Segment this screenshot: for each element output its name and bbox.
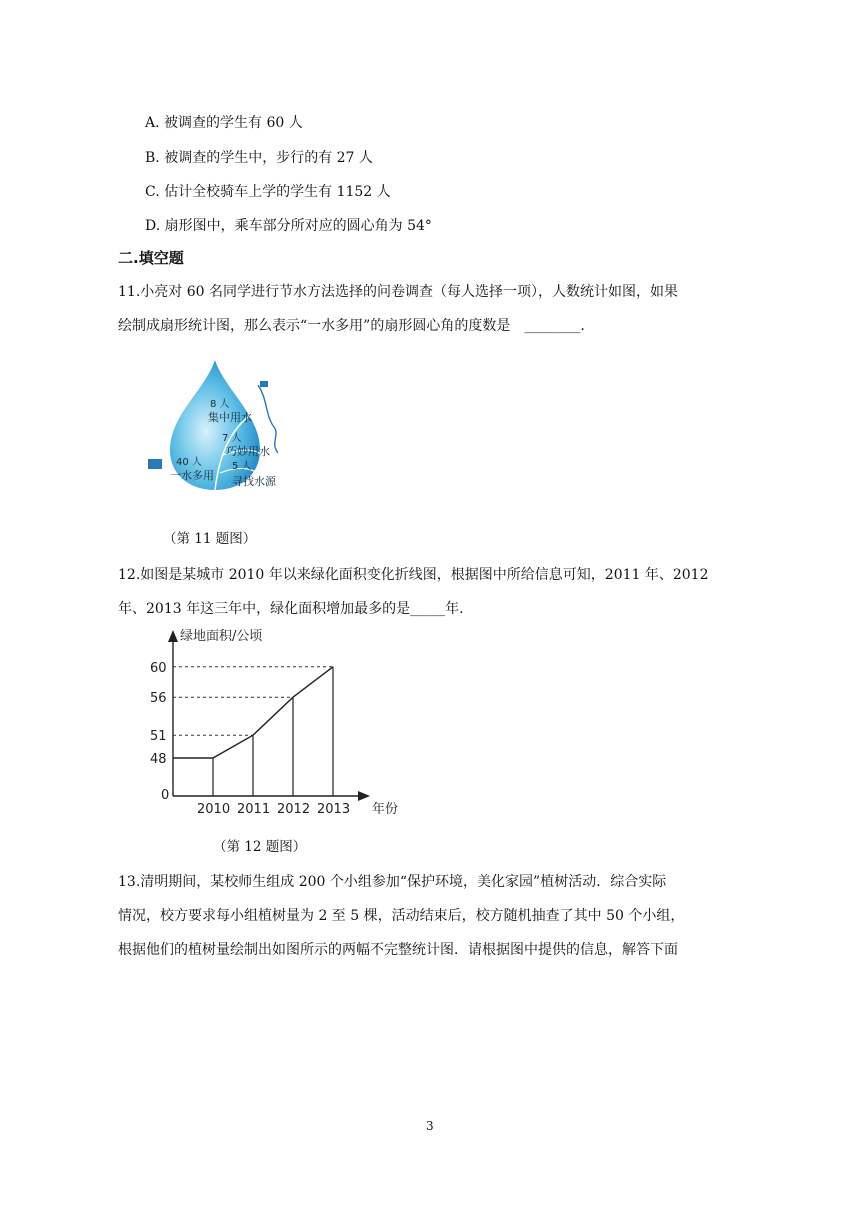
figure-12-caption: （第 12 题图） (213, 839, 307, 855)
option-a: A. 被调查的学生有 60 人 (145, 115, 303, 131)
x-tick-label-2010: 2010 (197, 802, 231, 817)
question-13-line-2: 情况，校方要求每小组植树量为 2 至 5 棵，活动结束后，校方随机抽查了其中 50 个小组， (118, 908, 685, 924)
green-area-line-chart (140, 624, 420, 824)
page-number: 3 (426, 1119, 434, 1133)
label-b-name: 巧妙用水 (226, 445, 270, 458)
question-11-line-1: 11.小亮对 60 名同学进行节水方法选择的问卷调查（每人选择一项），人数统计如图，如果 (118, 284, 678, 300)
question-13 (118, 865, 738, 967)
section-title: 二.填空题 (118, 249, 184, 267)
question-12-line-1: 12.如图是某城市 2010 年以来绿化面积变化折线图，根据图中所给信息可知，2011 年、2012 (118, 567, 709, 583)
label-d-name: 一水多用 (170, 469, 214, 482)
x-axis-label: 年份 (372, 802, 399, 817)
water-drop-figure (140, 355, 300, 495)
label-b-count: 7 人 (222, 433, 242, 444)
question-13-line-1: 13.清明期间，某校师生组成 200 个小组参加“保护环境，美化家园”植树活动．综合实际 (118, 874, 667, 890)
y-tick-label-56: 56 (150, 691, 167, 707)
y-axis-label: 绿地面积/公顷 (180, 629, 263, 644)
label-d-count: 40 人 (176, 457, 202, 468)
x-tick-label-2011: 2011 (237, 802, 271, 817)
question-11 (118, 275, 738, 343)
x-tick-label-2012: 2012 (277, 802, 311, 817)
y-tick-label-48: 48 (150, 752, 167, 767)
question-11-line-2: 绘制成扇形统计图，那么表示“一水多用”的扇形圆心角的度数是 ________. (118, 318, 585, 334)
y-tick-label-0: 0 (161, 788, 170, 803)
tap-icon (260, 381, 268, 387)
x-axis-arrow (358, 791, 370, 801)
label-a-name: 集中用水 (208, 411, 252, 424)
label-c-count: 5 人 (232, 461, 252, 472)
figure-11-caption: （第 11 题图） (163, 531, 257, 547)
stream-line (258, 385, 278, 453)
label-c-name: 寻找水源 (232, 475, 276, 488)
faucet-icon (148, 459, 162, 469)
option-d: D. 扇形图中，乘车部分所对应的圆心角为 54° (145, 218, 432, 234)
y-axis-arrow (168, 630, 178, 642)
question-12-line-2: 年、2013 年这三年中，绿化面积增加最多的是_____年. (118, 601, 464, 617)
y-tick-label-60: 60 (150, 660, 167, 676)
option-c: C. 估计全校骑车上学的学生有 1152 人 (145, 184, 391, 200)
y-tick-label-51: 51 (150, 729, 167, 745)
x-tick-label-2013: 2013 (317, 802, 351, 817)
question-13-line-3: 根据他们的植树量绘制出如图所示的两幅不完整统计图．请根据图中提供的信息，解答下面 (118, 942, 678, 958)
option-b: B. 被调查的学生中，步行的有 27 人 (145, 150, 373, 166)
question-12 (118, 558, 738, 626)
label-a-count: 8 人 (210, 399, 230, 410)
